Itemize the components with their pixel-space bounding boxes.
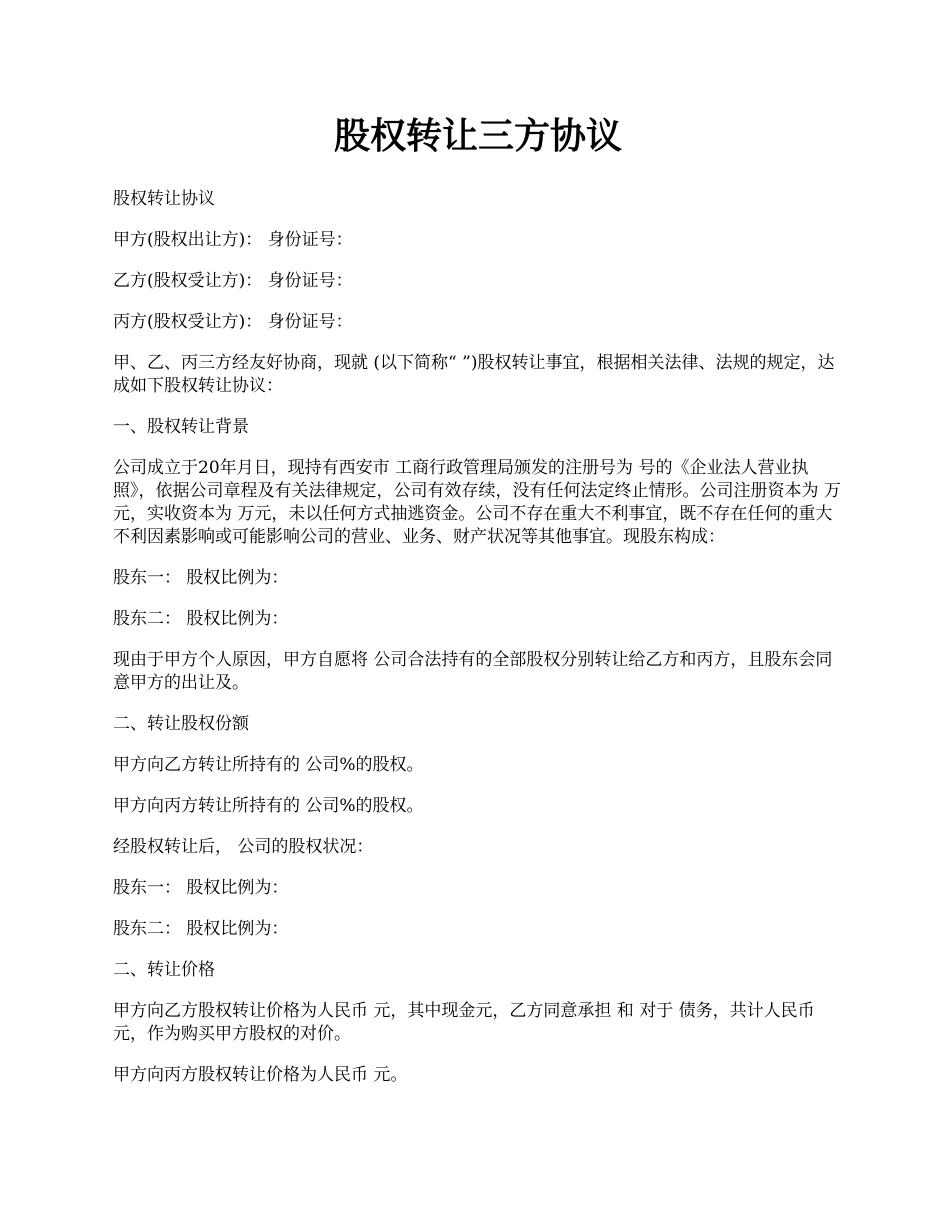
party-a-line: 甲方(股权出让方)： 身份证号： <box>113 230 353 250</box>
price-to-c-line: 甲方向丙方股权转让价格为人民币 元。 <box>113 1065 408 1085</box>
post-transfer-status-line: 经股权转让后， 公司的股权状况： <box>113 837 374 857</box>
transfer-to-b-line: 甲方向乙方转让所持有的 公司%的股权。 <box>113 755 424 775</box>
preamble-paragraph: 甲、乙、丙三方经友好协商，现就 (以下简称“ ”)股权转让事宜，根据相关法律、法规的规定，达成如下股权转让协议： <box>113 353 835 396</box>
document-page <box>113 110 843 1105</box>
shareholder-one-line: 股东一： 股权比例为： <box>113 568 289 588</box>
party-c-line: 丙方(股权受让方)： 身份证号： <box>113 312 353 332</box>
transfer-to-c-line: 甲方向丙方转让所持有的 公司%的股权。 <box>113 796 424 816</box>
post-shareholder-two-line: 股东二： 股权比例为： <box>113 919 289 939</box>
section-heading-price: 二、转让价格 <box>113 960 215 980</box>
document-title: 股权转让三方协议 <box>333 116 622 157</box>
party-b-line: 乙方(股权受让方)： 身份证号： <box>113 271 353 291</box>
section-heading-background: 一、股权转让背景 <box>113 417 249 437</box>
shareholder-two-line: 股东二： 股权比例为： <box>113 609 289 629</box>
post-shareholder-one-line: 股东一： 股权比例为： <box>113 878 289 898</box>
transfer-reason-paragraph: 现由于甲方个人原因，甲方自愿将 公司合法持有的全部股权分别转让给乙方和丙方，且股东会同意甲方的出让及。 <box>113 650 833 693</box>
price-to-b-paragraph: 甲方向乙方股权转让价格为人民币 元，其中现金元，乙方同意承担 和 对于 债务，共计人民币 元，作为购买甲方股权的对价。 <box>113 1001 815 1044</box>
section-heading-shares: 二、转让股权份额 <box>113 714 249 734</box>
subtitle-paragraph: 股权转让协议 <box>113 189 215 209</box>
background-paragraph: 公司成立于20年月日，现持有西安市 工商行政管理局颁发的注册号为 号的《企业法人营业执照》，依据公司章程及有关法律规定，公司有效存续，没有任何法定终止情形。公司注册资本为 万元，实收资本为 万元，未以任何方式抽逃资金。公司不存在重大不利事宜，既不存在任何的重大不利因素影响或可能影响公司的营业、业务、财产状况等其他事宜。现股东构成： <box>113 458 841 547</box>
